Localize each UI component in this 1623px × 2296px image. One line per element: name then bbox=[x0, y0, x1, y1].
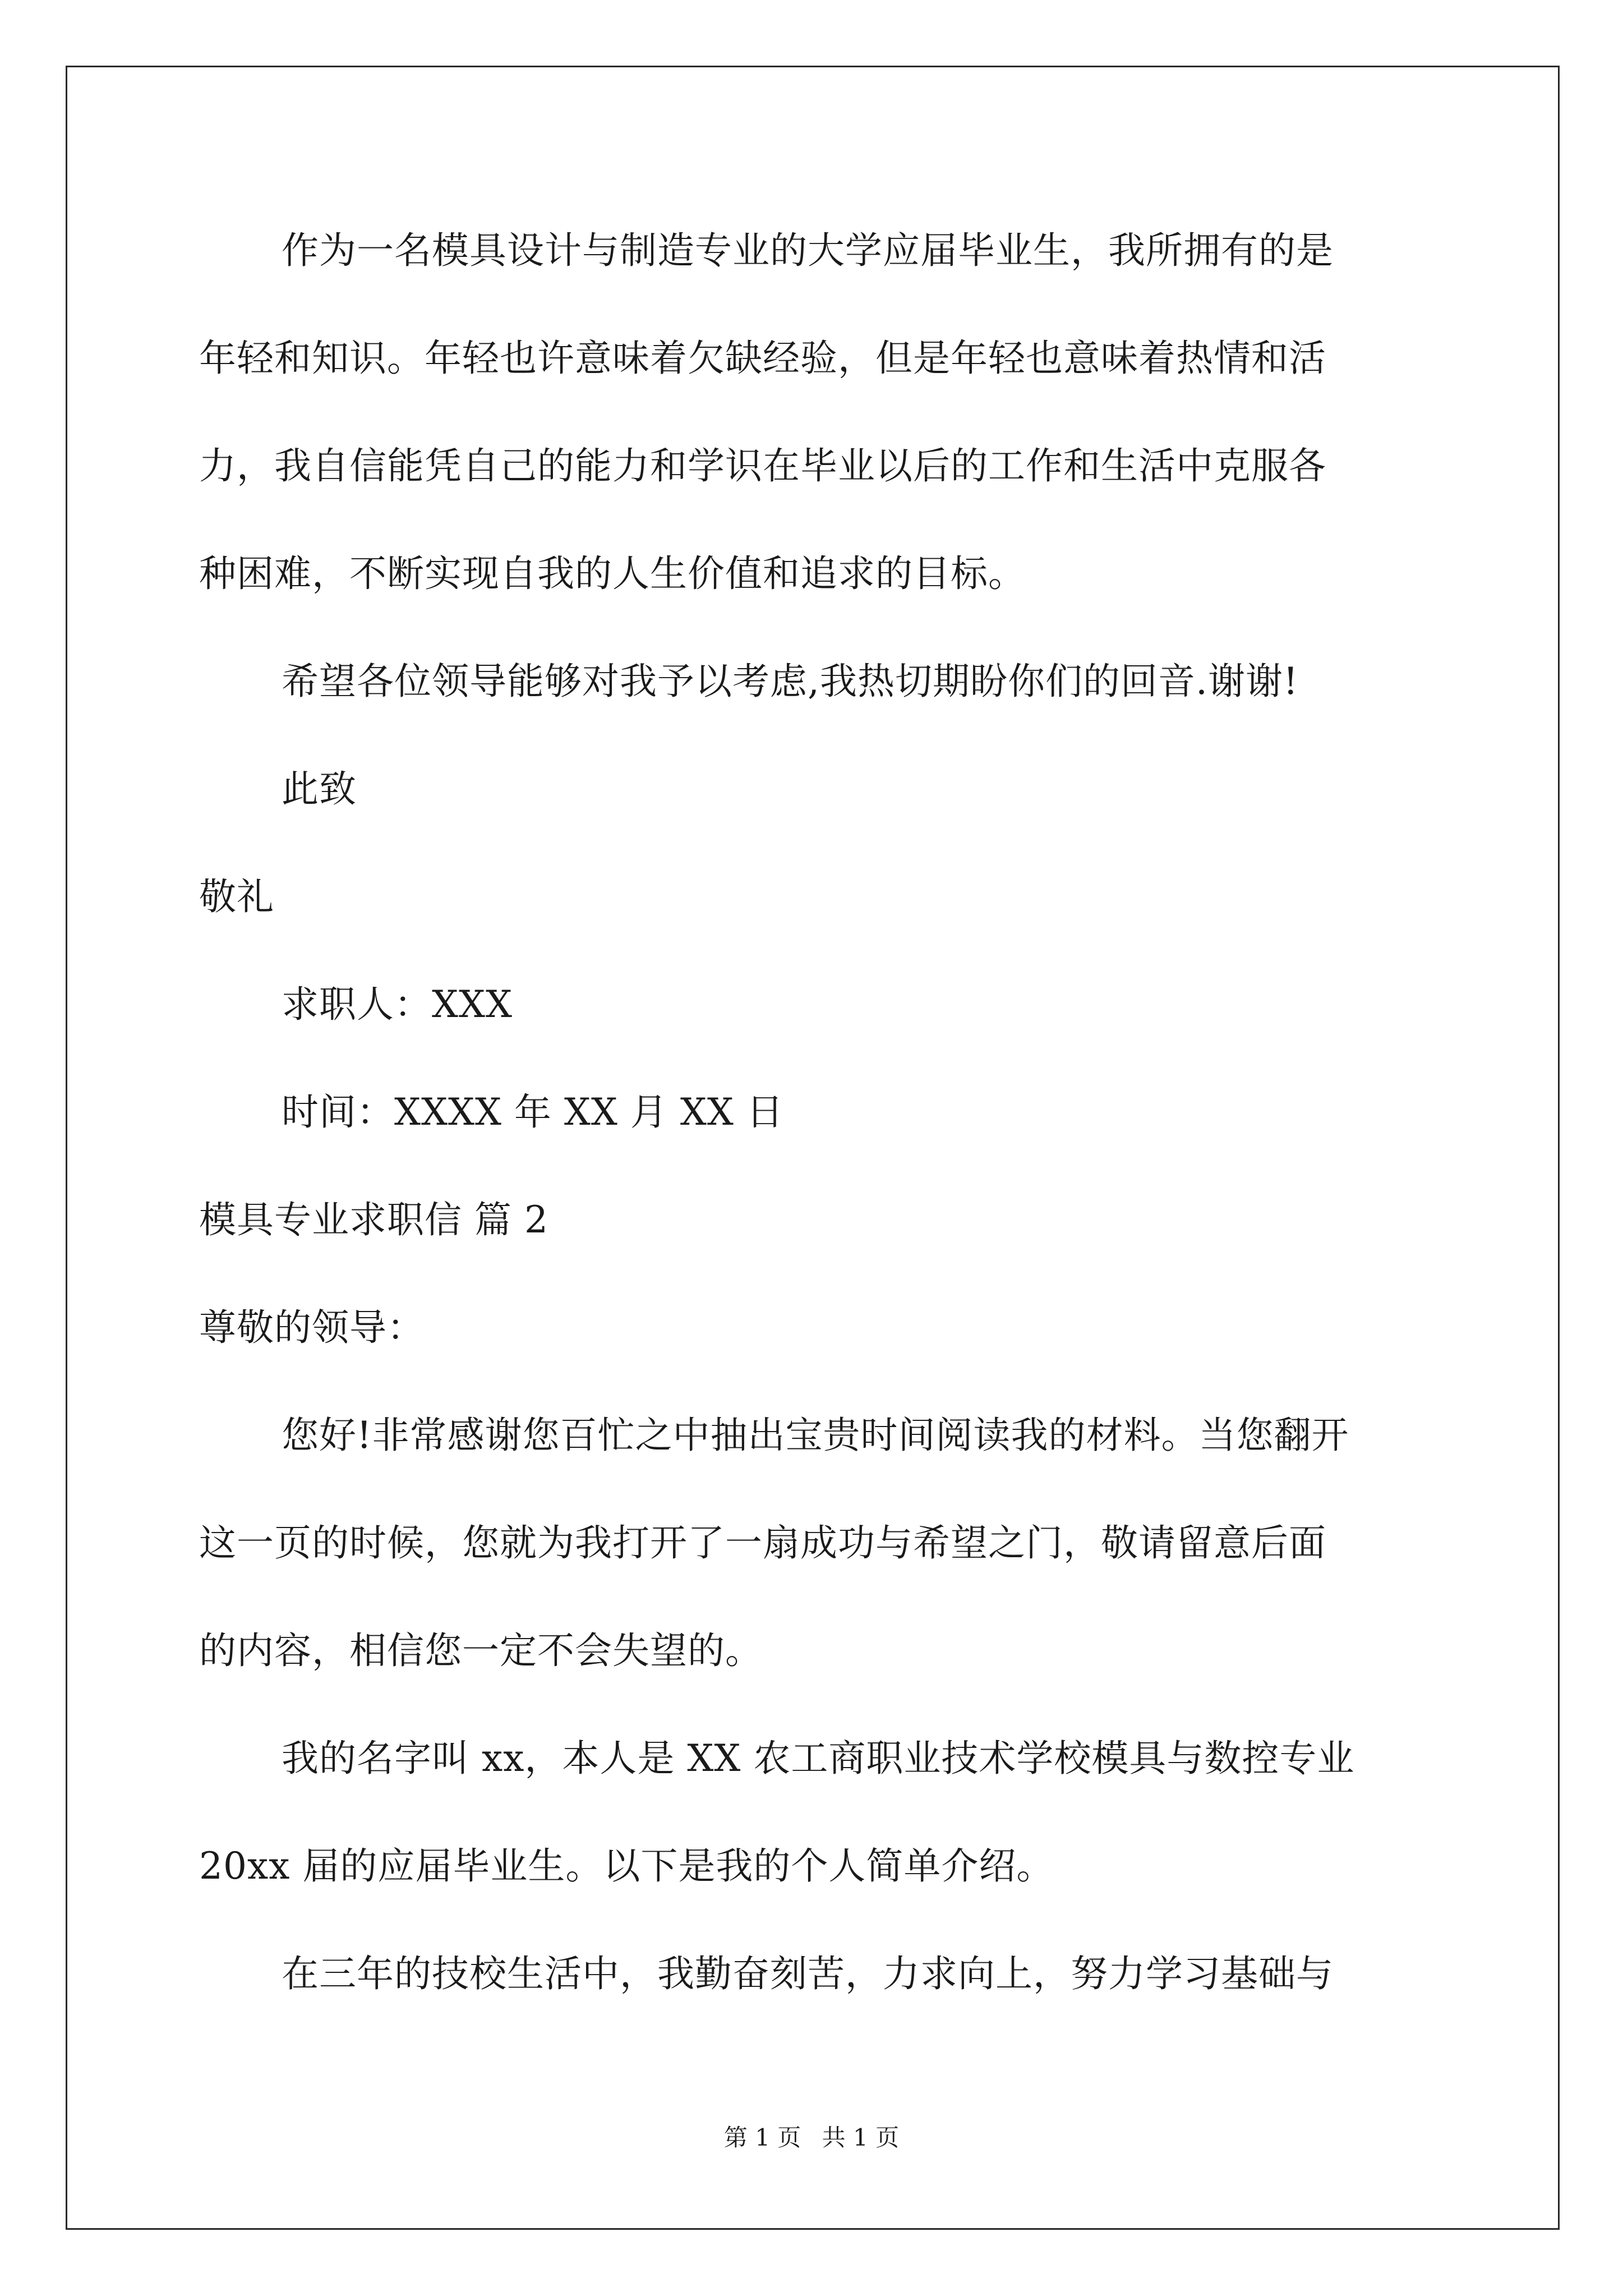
paragraph-line: 这一页的时候，您就为我打开了一扇成功与希望之门，敬请留意后面 bbox=[199, 1521, 1326, 1565]
paragraph-line: 20xx 届的应届毕业生。以下是我的个人简单介绍。 bbox=[199, 1844, 1054, 1888]
closing-line: 希望各位领导能够对我予以考虑,我热切期盼你们的回音.谢谢! bbox=[282, 660, 1299, 703]
paragraph-line: 力，我自信能凭自己的能力和学识在毕业以后的工作和生活中克服各 bbox=[199, 444, 1326, 487]
page-border bbox=[66, 66, 1560, 2230]
paragraph-line: 在三年的技校生活中，我勤奋刻苦，力求向上，努力学习基础与 bbox=[282, 1952, 1334, 1995]
page-number: 第 1 页 bbox=[723, 2124, 801, 2151]
paragraph-line: 我的名字叫 xx，本人是 XX 农工商职业技术学校模具与数控专业 bbox=[282, 1737, 1355, 1780]
paragraph-line: 您好!非常感谢您百忙之中抽出宝贵时间阅读我的材料。当您翻开 bbox=[282, 1414, 1349, 1457]
date-line: 时间：XXXX 年 XX 月 XX 日 bbox=[282, 1091, 784, 1134]
paragraph-line: 种困难，不断实现自我的人生价值和追求的目标。 bbox=[199, 552, 1026, 595]
paragraph-line: 的内容，相信您一定不会失望的。 bbox=[199, 1629, 763, 1672]
greeting-line: 尊敬的领导： bbox=[199, 1306, 425, 1349]
page-total: 共 1 页 bbox=[822, 2124, 900, 2151]
section-heading: 模具专业求职信 篇 2 bbox=[199, 1198, 548, 1241]
paragraph-line: 年轻和知识。年轻也许意味着欠缺经验，但是年轻也意味着热情和活 bbox=[199, 337, 1326, 380]
salutation-line: 此致 bbox=[282, 767, 357, 811]
applicant-line: 求职人：XXX bbox=[282, 983, 513, 1026]
salutation-line: 敬礼 bbox=[199, 875, 274, 918]
page-footer bbox=[0, 2124, 1623, 2152]
paragraph-line: 作为一名模具设计与制造专业的大学应届毕业生，我所拥有的是 bbox=[282, 229, 1334, 272]
